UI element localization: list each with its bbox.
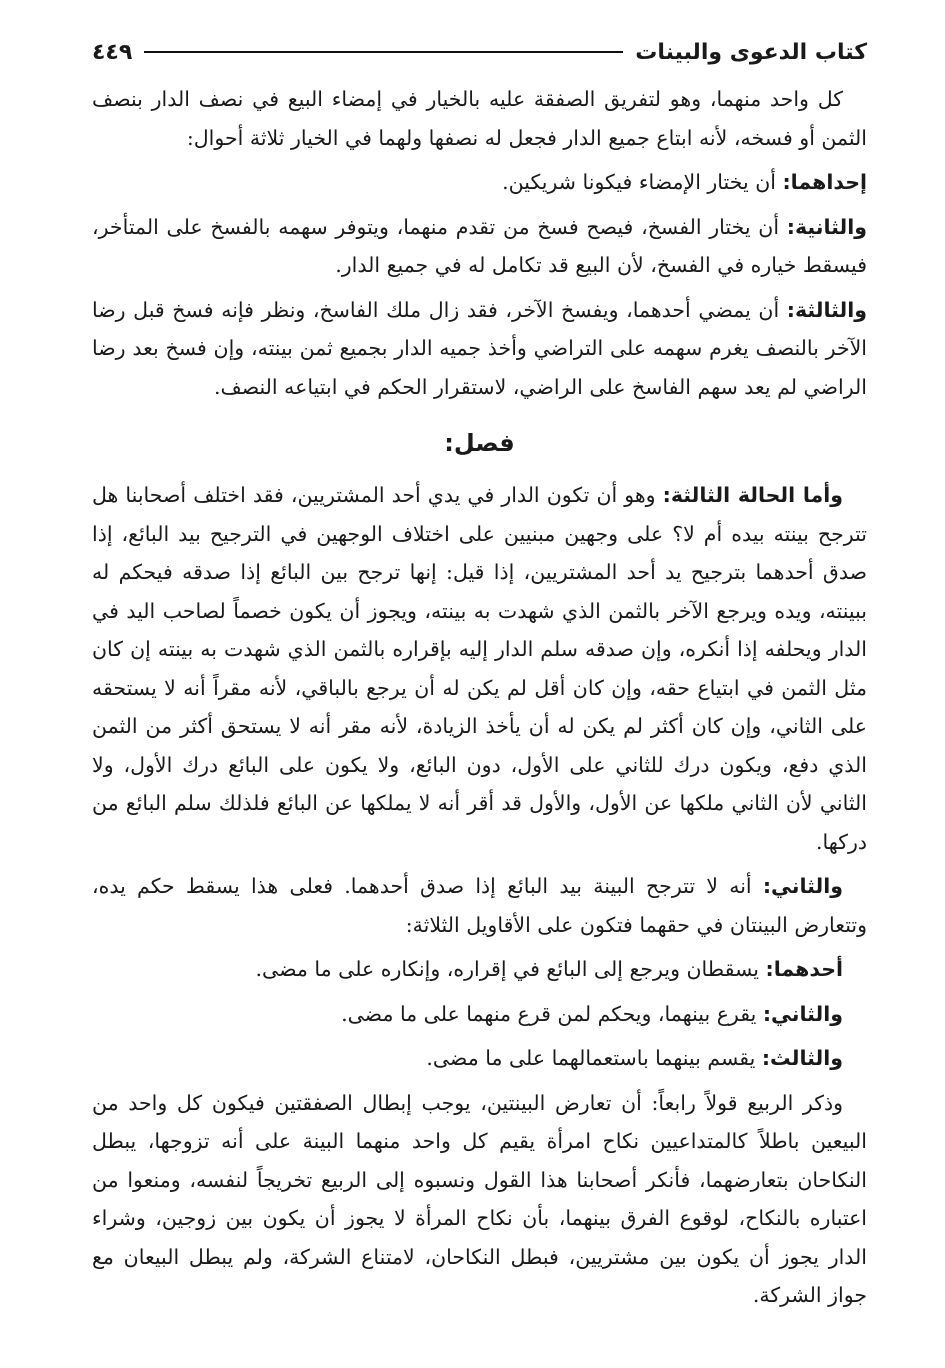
running-header bbox=[92, 30, 867, 74]
paragraph bbox=[92, 867, 867, 944]
book-page bbox=[92, 30, 867, 1315]
paragraph-lead: والثاني: bbox=[762, 1001, 843, 1026]
paragraph-text: أن يمضي أحدهما، ويفسخ الآخر، فقد زال ملك الفاسخ، ونظر فإنه فسخ قبل رضا الآخر بالنصف يغرم سهمه على التراضي وأخذ جميه الدار بجميع ثمن بينته، وإن فسخ بعد رضا الراضي لم يعد سهم الفاسخ على الراضي، لاستقرار الحكم في ابتياعه النصف. bbox=[92, 297, 867, 399]
running-title: كتاب الدعوى والبينات bbox=[635, 39, 867, 65]
paragraph-text: يقرع بينهما، ويحكم لمن قرع منهما على ما مضى. bbox=[341, 1001, 763, 1026]
paragraph-text: أن يختار الفسخ، فيصح فسخ من تقدم منهما، ويتوفر سهمه بالفسخ على المتأخر، فيسقط خياره في الفسخ، لأن البيع قد تكامل له في جميع الدار. bbox=[92, 214, 867, 277]
paragraph-text: أن يختار الإمضاء فيكونا شريكين. bbox=[502, 170, 783, 194]
paragraph-lead: إحداهما: bbox=[782, 170, 867, 194]
paragraph-text: وهو أن تكون الدار في يدي أحد المشتريين، فقد اختلف أصحابنا هل تترجح بينته بيده أم لا؟ على وجهين مبنيين على اختلاف الوجهين في الترجيح بيد البائع، إذا صدق أحدهما بترجيح يد أحد المشتريين، إذا قيل: إنها ترجح بين البائع إذا صدقه فيحكم له ببينته، ويده ويرجع الآخر بالثمن الذي شهدت به بينته، ويجوز أن يكون خصماً لصاحب اليد في الدار ويحلفه إذا أنكره، وإن صدقه سلم الدار إليه بإقراره بالثمن الذي شهدت به بينته إن كان مثل الثمن في ابتياع حقه، وإن كان أقل لم يكن له أن يرجع بالباقي، لأنه مقراً أنه لا يستحقه على الثاني، وإن كان أكثر لم يكن له أن يأخذ الزيادة، لأنه مقر أنه لا يستحق أكثر من الثمن الذي دفع، ويكون درك للثاني على الأول، دون البائع، ولا يكون على البائع درك الأول، ولا الثاني لأن الثاني ملكها عن الأول، والأول قد أقر أنه لا يملكها عن البائع فلذلك سلم البائع من دركها. bbox=[92, 483, 867, 854]
paragraph-lead: أحدهما: bbox=[765, 957, 843, 981]
paragraph-lead: والثاني: bbox=[762, 874, 843, 898]
paragraph-text: وذكر الربيع قولاً رابعاً: أن تعارض البينتين، يوجب إبطال الصفقتين فيكون كل واحد من البيعين باطلاً كالمتداعيين نكاح امرأة يقيم كل واحد منهما البينة على أنه تزوجها، يبطل النكاحان بتعارضهما، فأنكر أصحابنا هذا القول ونسبوه إلى الربيع تخريجاً لنفسه، ومنعوا من اعتباره بالنكاح، لوقوع الفرق بينهما، بأن نكاح المرأة لا يجوز أن يكون بين زوجين، وشراء الدار يجوز أن يكون بين مشتريين، فبطل النكاحان، لامتناع الشركة، ولم يبطل البيعان مع جواز الشركة. bbox=[92, 1090, 867, 1307]
paragraph bbox=[92, 1084, 867, 1315]
paragraph bbox=[92, 950, 867, 989]
paragraph bbox=[92, 80, 867, 157]
paragraph bbox=[92, 291, 867, 407]
paragraph bbox=[92, 476, 867, 861]
paragraph-text: كل واحد منهما، وهو لتفريق الصفقة عليه بالخيار في إمضاء البيع في نصف الدار بنصف الثمن أو فسخه، لأنه ابتاع جميع الدار فجعل له نصفها ولهما في الخيار ثلاثة أحوال: bbox=[92, 87, 867, 150]
paragraph-text: يسقطان ويرجع إلى البائع في إقراره، وإنكاره على ما مضى. bbox=[255, 957, 766, 981]
text-block-top bbox=[92, 80, 867, 406]
paragraph-lead: وأما الحالة الثالثة: bbox=[662, 483, 843, 507]
paragraph bbox=[92, 995, 867, 1034]
paragraph-lead: والثانية: bbox=[786, 214, 867, 239]
paragraph-text: أنه لا تترجح البينة بيد البائع إذا صدق أحدهما. فعلى هذا يسقط حكم يده، وتتعارض البينتان في حقهما فتكون على الأقاويل الثلاثة: bbox=[92, 874, 867, 937]
text-block-bottom bbox=[92, 476, 867, 1315]
paragraph-lead: والثالثة: bbox=[786, 297, 867, 322]
header-rule bbox=[144, 51, 623, 53]
paragraph-lead: والثالث: bbox=[761, 1046, 843, 1070]
paragraph bbox=[92, 1039, 867, 1078]
section-heading: فصل: bbox=[444, 429, 515, 457]
paragraph bbox=[92, 208, 867, 285]
paragraph bbox=[92, 163, 867, 202]
paragraph-text: يقسم بينهما باستعمالهما على ما مضى. bbox=[426, 1046, 762, 1070]
page-number: ٤٤٩ bbox=[92, 39, 133, 65]
